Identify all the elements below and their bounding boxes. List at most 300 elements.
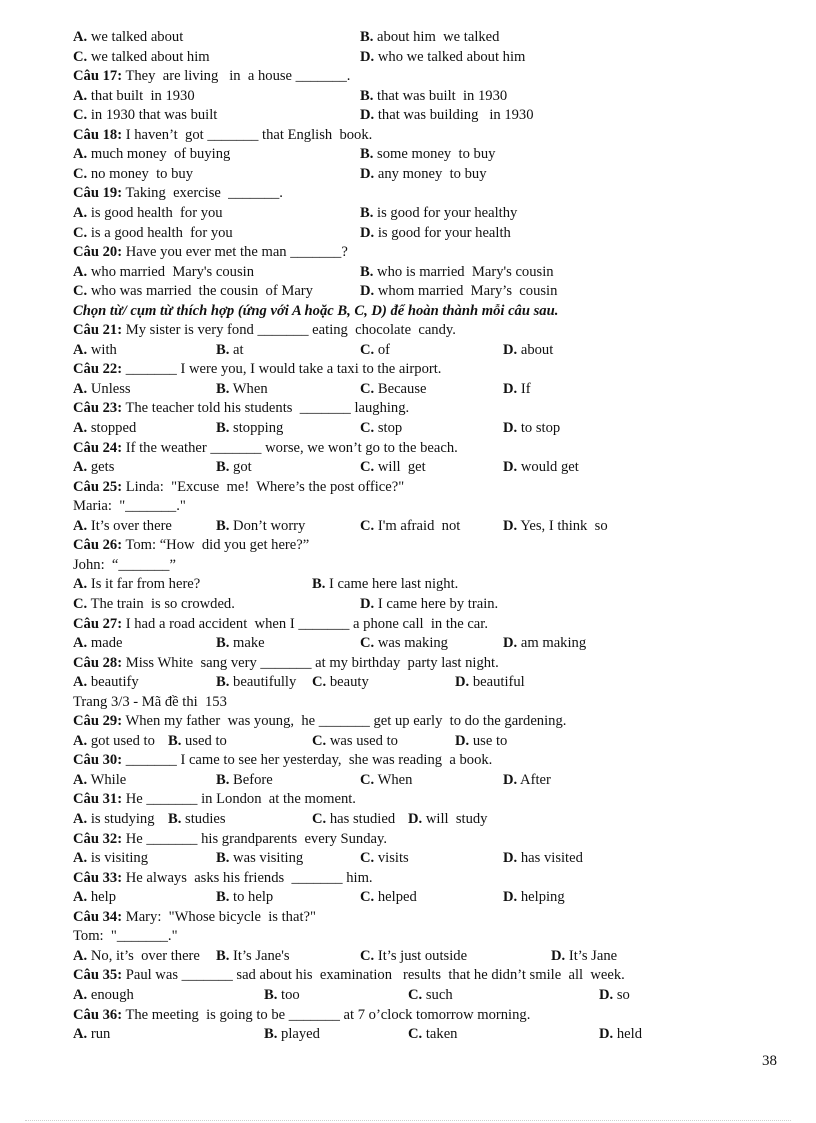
- option-letter: C.: [360, 635, 375, 652]
- question-26: [73, 536, 309, 556]
- option-b: [264, 986, 300, 1006]
- option-letter: A.: [73, 576, 88, 593]
- option-text: helping: [520, 889, 565, 906]
- option-d: [551, 947, 617, 967]
- option-letter: D.: [360, 224, 375, 241]
- option-b: [168, 732, 227, 752]
- option-text: is good for your healthy: [377, 204, 518, 221]
- option-letter: C.: [360, 517, 375, 534]
- option-text: beautify: [90, 674, 139, 691]
- option-text: Before: [233, 771, 273, 788]
- option-text: will study: [425, 811, 488, 827]
- option-d: [503, 849, 583, 869]
- question-text: Tom: “How did you get here?”: [125, 537, 310, 554]
- question-label: Câu 17:: [73, 68, 123, 85]
- section-instruction: Chọn từ/ cụm từ thích hợp (ứng với A hoặc B, C, D) để hoàn thành mỗi câu sau.: [73, 302, 559, 319]
- option-d: [503, 771, 551, 791]
- option-letter: D.: [551, 947, 566, 964]
- option-c: [360, 341, 390, 361]
- option-letter: D.: [360, 283, 375, 300]
- option-letter: D.: [599, 986, 614, 1003]
- option-a: [73, 1025, 110, 1045]
- question-text: I haven’t got _______ that English book.: [125, 126, 373, 143]
- question-label: Câu 34:: [73, 908, 123, 925]
- option-a: [73, 145, 230, 165]
- option-text: I came here last night.: [329, 576, 459, 593]
- option-letter: D.: [503, 459, 518, 476]
- option-letter: D.: [455, 674, 470, 691]
- option-letter: C.: [360, 850, 375, 867]
- option-d: [503, 517, 608, 537]
- option-letter: D.: [360, 48, 375, 65]
- option-letter: D.: [360, 107, 375, 124]
- option-text: that was building in 1930: [377, 107, 534, 124]
- option-text: studies: [185, 811, 226, 827]
- option-d: [503, 634, 586, 654]
- option-letter: A.: [73, 341, 88, 358]
- option-text: held: [616, 1026, 642, 1043]
- page-number: 38: [762, 1053, 777, 1069]
- option-letter: B.: [360, 204, 374, 221]
- option-letter: B.: [216, 380, 230, 397]
- question-text: The meeting is going to be _______ at 7 o’clock tomorrow morning.: [125, 1006, 531, 1023]
- text-line: John: “_______”: [73, 556, 176, 573]
- option-letter: C.: [73, 165, 88, 182]
- option-text: is a good health for you: [90, 224, 233, 241]
- option-text: make: [233, 635, 265, 652]
- option-letter: A.: [73, 459, 88, 476]
- option-b: [216, 771, 273, 791]
- option-text: got used to: [90, 732, 155, 749]
- text-line: Trang 3/3 - Mã đề thi 153: [73, 693, 227, 710]
- option-c: [73, 224, 233, 244]
- option-text: too: [281, 986, 300, 1003]
- question-17: [73, 67, 350, 87]
- option-text: is studying: [90, 811, 155, 827]
- option-text: in 1930 that was built: [90, 107, 218, 124]
- option-d: [503, 419, 560, 439]
- option-letter: D.: [455, 732, 470, 749]
- option-letter: C.: [73, 595, 88, 612]
- option-letter: D.: [408, 811, 423, 827]
- question-29: [73, 712, 566, 732]
- option-text: we talked about: [90, 29, 184, 45]
- option-c: [312, 732, 398, 752]
- option-c: [408, 986, 453, 1006]
- option-text: who married Mary's cousin: [90, 263, 254, 280]
- question-32: [73, 830, 387, 850]
- option-b: [168, 810, 226, 830]
- option-letter: B.: [264, 986, 278, 1003]
- option-letter: D.: [503, 635, 518, 652]
- option-c: [360, 888, 417, 908]
- option-c: [73, 106, 217, 126]
- option-letter: A.: [73, 380, 88, 397]
- option-letter: C.: [360, 889, 375, 906]
- option-letter: B.: [216, 341, 230, 358]
- option-letter: A.: [73, 889, 88, 906]
- option-c: [73, 282, 313, 302]
- option-text: help: [90, 889, 116, 906]
- option-letter: B.: [216, 420, 230, 436]
- option-letter: B.: [216, 947, 230, 964]
- option-text: used to: [185, 732, 227, 749]
- option-letter: C.: [73, 107, 88, 124]
- option-a: [73, 575, 200, 595]
- option-text: at: [233, 341, 244, 358]
- option-b: [216, 380, 268, 400]
- option-a: [73, 888, 116, 908]
- option-letter: A.: [73, 29, 88, 45]
- option-letter: B.: [360, 263, 374, 280]
- option-c: [408, 1025, 457, 1045]
- option-letter: B.: [168, 732, 182, 749]
- question-label: Câu 21:: [73, 322, 123, 339]
- option-letter: A.: [73, 420, 88, 436]
- question-label: Câu 28:: [73, 654, 123, 671]
- option-text: It’s Jane: [568, 947, 618, 964]
- option-letter: A.: [73, 947, 88, 964]
- option-a: [73, 517, 172, 537]
- option-letter: C.: [408, 986, 423, 1003]
- option-text: whom married Mary’s cousin: [377, 283, 558, 300]
- option-a: [73, 634, 122, 654]
- question-21: [73, 321, 456, 341]
- question-label: Câu 20:: [73, 244, 123, 261]
- option-text: While: [90, 771, 127, 788]
- question-text: He _______ in London at the moment.: [125, 791, 356, 808]
- question-text: Mary: "Whose bicycle is that?": [125, 908, 316, 925]
- question-text: The teacher told his students _______ laughing.: [125, 400, 410, 417]
- question-text: Taking exercise _______.: [125, 185, 283, 202]
- option-c: [360, 947, 467, 967]
- question-text: They are living in a house _______.: [125, 68, 351, 85]
- question-text: _______ I were you, I would take a taxi to the airport.: [125, 361, 442, 378]
- option-text: If: [520, 380, 531, 397]
- option-letter: A.: [73, 87, 88, 104]
- question-label: Câu 27:: [73, 615, 123, 632]
- option-text: is visiting: [90, 850, 149, 867]
- option-letter: C.: [73, 224, 88, 241]
- option-c: [360, 771, 412, 791]
- question-label: Câu 32:: [73, 830, 123, 847]
- option-d: [455, 732, 507, 752]
- option-a: [73, 419, 136, 439]
- option-letter: A.: [73, 204, 88, 221]
- option-letter: C.: [312, 811, 327, 827]
- option-text: The train is so crowded.: [90, 595, 235, 612]
- question-text: My sister is very fond _______ eating chocolate candy.: [125, 322, 456, 339]
- option-text: When: [377, 771, 413, 788]
- question-33: [73, 869, 373, 889]
- option-letter: A.: [73, 674, 88, 691]
- question-label: Câu 19:: [73, 185, 123, 202]
- option-a: [73, 849, 148, 869]
- option-d: [360, 224, 511, 244]
- option-text: about him we talked: [377, 29, 500, 45]
- option-letter: B.: [312, 576, 326, 593]
- option-text: no money to buy: [90, 165, 194, 182]
- option-letter: B.: [360, 29, 374, 45]
- option-text: got: [233, 459, 252, 476]
- question-23: [73, 399, 409, 419]
- question-text: Have you ever met the man _______?: [125, 244, 348, 261]
- option-a: [73, 986, 134, 1006]
- question-31: [73, 790, 356, 810]
- option-letter: C.: [360, 380, 375, 397]
- option-letter: A.: [73, 263, 88, 280]
- option-text: has visited: [520, 850, 583, 867]
- option-text: stopped: [90, 420, 137, 436]
- option-b: [216, 947, 290, 967]
- option-letter: A.: [73, 811, 88, 827]
- option-text: about: [520, 341, 554, 358]
- option-letter: A.: [73, 986, 88, 1003]
- option-text: that built in 1930: [90, 87, 195, 104]
- option-c: [312, 673, 369, 693]
- option-text: to stop: [520, 420, 561, 436]
- option-letter: A.: [73, 1026, 88, 1043]
- option-letter: C.: [312, 674, 327, 691]
- question-text: _______ I came to see her yesterday, she was reading a book.: [125, 752, 493, 769]
- question-text: When my father was young, he _______ get up early to do the gardening.: [125, 713, 567, 730]
- option-letter: A.: [73, 771, 88, 788]
- option-letter: B.: [360, 146, 374, 163]
- text-line: Maria: "_______.": [73, 498, 186, 515]
- question-label: Câu 36:: [73, 1006, 123, 1023]
- option-letter: C.: [73, 48, 88, 65]
- question-18: [73, 126, 372, 146]
- option-a: [73, 341, 117, 361]
- option-text: No, it’s over there: [90, 947, 200, 964]
- option-text: that was built in 1930: [377, 87, 508, 104]
- option-text: taken: [425, 1026, 458, 1043]
- text-line: Tom: "_______.": [73, 928, 178, 945]
- option-c: [312, 810, 395, 830]
- option-c: [73, 595, 235, 615]
- option-letter: D.: [503, 517, 518, 534]
- option-a: [73, 87, 195, 107]
- option-text: Because: [377, 380, 427, 397]
- option-d: [360, 595, 498, 615]
- option-text: to help: [233, 889, 274, 906]
- option-letter: B.: [168, 811, 182, 827]
- option-text: use to: [472, 732, 508, 749]
- option-text: helped: [377, 889, 417, 906]
- option-d: [360, 48, 525, 68]
- option-text: such: [425, 986, 453, 1003]
- option-letter: D.: [503, 420, 518, 436]
- question-30: [73, 751, 492, 771]
- option-b: [216, 419, 283, 439]
- question-text: I had a road accident when I _______ a phone call in the car.: [125, 615, 488, 632]
- option-text: was making: [377, 635, 448, 652]
- option-letter: A.: [73, 635, 88, 652]
- option-text: will get: [377, 459, 426, 476]
- option-c: [73, 48, 210, 68]
- option-letter: B.: [216, 889, 230, 906]
- option-letter: D.: [503, 850, 518, 867]
- option-text: stop: [377, 420, 403, 436]
- question-label: Câu 18:: [73, 126, 123, 143]
- option-a: [73, 458, 114, 478]
- question-22: [73, 360, 441, 380]
- option-text: After: [520, 771, 551, 788]
- option-d: [360, 165, 487, 185]
- option-b: [360, 263, 554, 283]
- option-b: [216, 849, 303, 869]
- option-letter: C.: [360, 420, 375, 436]
- option-a: [73, 263, 254, 283]
- option-letter: B.: [216, 459, 230, 476]
- option-text: Unless: [90, 380, 131, 397]
- option-letter: D.: [503, 380, 518, 397]
- question-text: Paul was _______ sad about his examination results that he didn’t smile all week.: [125, 967, 625, 984]
- question-28: [73, 654, 499, 674]
- option-text: visits: [377, 850, 409, 867]
- option-b: [216, 888, 273, 908]
- question-label: Câu 22:: [73, 361, 123, 378]
- option-text: with: [90, 341, 117, 358]
- option-letter: C.: [360, 947, 375, 964]
- option-b: [360, 145, 495, 165]
- option-d: [599, 1025, 642, 1045]
- option-letter: C.: [360, 771, 375, 788]
- option-letter: C.: [360, 459, 375, 476]
- question-36: [73, 1006, 530, 1026]
- option-c: [360, 849, 409, 869]
- option-text: who we talked about him: [377, 48, 526, 65]
- question-label: Câu 35:: [73, 967, 123, 984]
- option-text: who was married the cousin of Mary: [90, 283, 313, 300]
- question-label: Câu 33:: [73, 869, 123, 886]
- question-24: [73, 439, 458, 459]
- question-27: [73, 615, 488, 635]
- option-letter: D.: [503, 341, 518, 358]
- option-text: Don’t worry: [233, 517, 306, 534]
- option-letter: C.: [408, 1026, 423, 1043]
- option-letter: D.: [360, 595, 375, 612]
- option-a: [73, 380, 131, 400]
- option-text: Yes, I think so: [520, 517, 608, 534]
- option-text: am making: [520, 635, 587, 652]
- option-text: It’s over there: [90, 517, 172, 534]
- option-letter: A.: [73, 517, 88, 534]
- question-text: He _______ his grandparents every Sunday.: [125, 830, 387, 847]
- option-text: I'm afraid not: [377, 517, 461, 534]
- option-b: [360, 204, 517, 224]
- option-b: [216, 341, 244, 361]
- option-text: played: [281, 1026, 320, 1043]
- option-letter: D.: [503, 889, 518, 906]
- question-label: Câu 24:: [73, 439, 123, 456]
- option-c: [360, 380, 426, 400]
- option-text: I came here by train.: [377, 595, 499, 612]
- question-text: If the weather _______ worse, we won’t go to the beach.: [125, 439, 458, 456]
- option-d: [360, 106, 534, 126]
- question-label: Câu 23:: [73, 400, 123, 417]
- option-b: [360, 28, 499, 48]
- option-c: [360, 419, 402, 439]
- footer-divider: [25, 1120, 791, 1121]
- question-25: [73, 478, 404, 498]
- option-text: who is married Mary's cousin: [377, 263, 554, 280]
- option-b: [312, 575, 458, 595]
- option-text: enough: [90, 986, 134, 1003]
- option-text: was used to: [329, 732, 398, 749]
- option-text: has studied: [329, 811, 396, 827]
- option-d: [503, 458, 579, 478]
- option-c: [73, 165, 193, 185]
- option-letter: C.: [312, 732, 327, 749]
- option-letter: B.: [216, 517, 230, 534]
- option-b: [216, 634, 265, 654]
- option-d: [503, 380, 531, 400]
- option-d: [503, 341, 553, 361]
- option-text: beauty: [329, 674, 369, 691]
- option-letter: B.: [264, 1026, 278, 1043]
- question-20: [73, 243, 348, 263]
- option-b: [264, 1025, 320, 1045]
- question-text: Linda: "Excuse me! Where’s the post office?": [125, 478, 405, 495]
- option-text: of: [377, 341, 391, 358]
- option-b: [216, 517, 305, 537]
- option-b: [360, 87, 507, 107]
- option-a: [73, 810, 155, 830]
- option-letter: A.: [73, 146, 88, 163]
- option-a: [73, 732, 155, 752]
- question-19: [73, 184, 283, 204]
- question-label: Câu 31:: [73, 791, 123, 808]
- option-text: we talked about him: [90, 48, 210, 65]
- option-letter: A.: [73, 850, 88, 867]
- question-text: He always asks his friends _______ him.: [125, 869, 373, 886]
- option-c: [360, 634, 448, 654]
- option-a: [73, 204, 223, 224]
- option-text: would get: [520, 459, 579, 476]
- question-35: [73, 966, 625, 986]
- option-text: beautifully: [233, 674, 297, 691]
- option-d: [599, 986, 630, 1006]
- option-d: [503, 888, 565, 908]
- option-text: some money to buy: [377, 146, 496, 163]
- question-label: Câu 26:: [73, 537, 123, 554]
- option-letter: C.: [73, 283, 88, 300]
- option-text: stopping: [233, 420, 284, 436]
- option-text: run: [90, 1026, 111, 1043]
- question-34: [73, 908, 316, 928]
- question-label: Câu 25:: [73, 478, 123, 495]
- option-text: so: [616, 986, 630, 1003]
- option-text: When: [232, 380, 268, 397]
- option-text: is good for your health: [377, 224, 511, 241]
- option-b: [216, 673, 296, 693]
- option-letter: D.: [503, 771, 518, 788]
- option-letter: D.: [360, 165, 375, 182]
- option-text: It’s just outside: [377, 947, 468, 964]
- option-text: beautiful: [472, 674, 525, 691]
- option-d: [455, 673, 525, 693]
- option-letter: B.: [216, 674, 230, 691]
- option-text: any money to buy: [377, 165, 487, 182]
- option-text: was visiting: [233, 850, 304, 867]
- option-d: [408, 810, 487, 830]
- option-letter: B.: [216, 850, 230, 867]
- option-text: It’s Jane's: [233, 947, 290, 964]
- option-text: made: [90, 635, 123, 652]
- option-letter: B.: [216, 635, 230, 652]
- option-text: is good health for you: [90, 204, 223, 221]
